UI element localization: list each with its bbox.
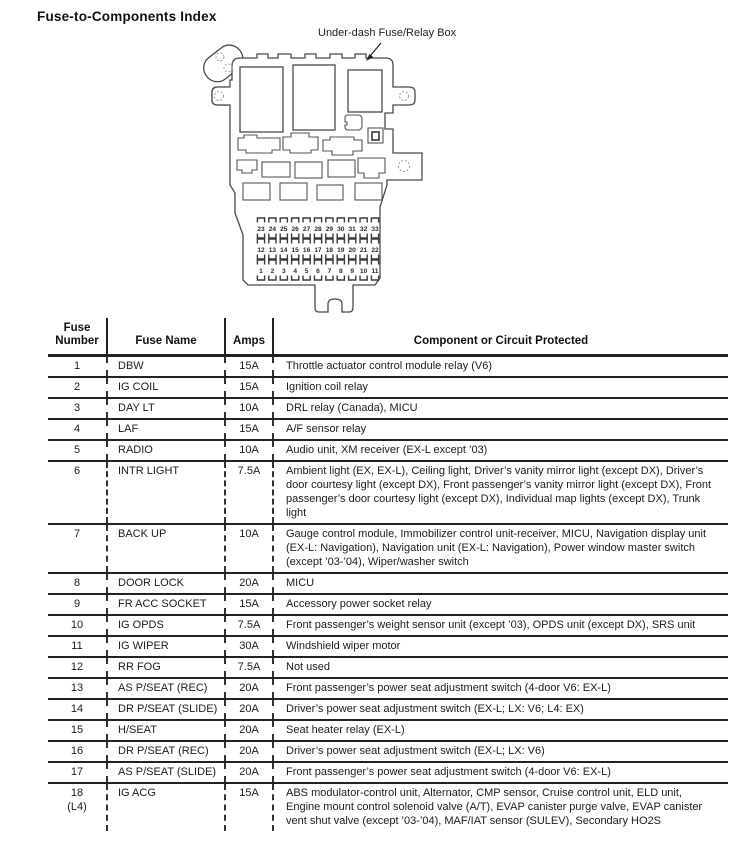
fuse-position-number: 2: [270, 268, 275, 275]
fuse-position-number: 28: [314, 226, 322, 233]
page-title: Fuse-to-Components Index: [37, 9, 217, 24]
fuse-number-cell: 18 (L4): [67, 787, 87, 813]
fuse-position-number: 32: [359, 226, 368, 233]
amps-cell: 20A: [225, 720, 273, 741]
fuse-number-cell: 13: [48, 678, 107, 699]
fuse-name-cell: DBW: [107, 356, 225, 378]
fuse-position-number: 26: [291, 226, 299, 233]
fuse-name-cell: RADIO: [107, 440, 225, 461]
fuse-row: [48, 741, 728, 762]
amps-cell: 20A: [225, 573, 273, 594]
amps-cell: 30A: [225, 636, 273, 657]
fuse-number-cell: 12: [48, 657, 107, 678]
fuse-name-cell: DAY LT: [107, 398, 225, 419]
fuse-number-cell: 2: [48, 377, 107, 398]
fuse-name-cell: IG WIPER: [107, 636, 225, 657]
fuse-number-cell: 1: [48, 356, 107, 378]
fuse-position-number: 31: [348, 226, 356, 233]
fuse-row: [48, 377, 728, 398]
fuse-position-number: 27: [302, 226, 311, 233]
component-cell: Seat heater relay (EX-L): [273, 720, 728, 741]
fuse-position-number: 10: [359, 268, 368, 275]
component-cell: Front passenger’s power seat adjustment switch (4-door V6: EX-L): [273, 762, 728, 783]
fuse-position-number: 23: [257, 226, 265, 233]
fuse-number-cell: 9: [48, 594, 107, 615]
component-cell: Throttle actuator control module relay (V6): [273, 356, 728, 378]
component-cell: Ignition coil relay: [273, 377, 728, 398]
amps-cell: 10A: [225, 440, 273, 461]
fuse-position-number: 13: [268, 247, 277, 254]
col-header-fuse-number: Fuse Number: [48, 318, 107, 356]
fuse-position-number: 29: [325, 226, 334, 233]
fuse-number-cell: 14: [48, 699, 107, 720]
component-cell: Windshield wiper motor: [273, 636, 728, 657]
fuse-row: [48, 419, 728, 440]
amps-cell: 15A: [225, 783, 273, 831]
fuse-row: [48, 636, 728, 657]
fuse-number-cell: 4: [48, 419, 107, 440]
fuse-position-number: 15: [291, 247, 299, 254]
component-cell: DRL relay (Canada), MICU: [273, 398, 728, 419]
fuse-position-number: 6: [316, 268, 320, 275]
amps-cell: 20A: [225, 762, 273, 783]
amps-cell: 7.5A: [225, 615, 273, 636]
fuse-row: [48, 594, 728, 615]
col-header-fuse-name: Fuse Name: [107, 318, 225, 356]
fuse-position-number: 19: [337, 247, 345, 254]
fuse-number-cell: 16: [48, 741, 107, 762]
fuse-position-number: 14: [280, 247, 288, 254]
amps-cell: 10A: [225, 524, 273, 573]
fuse-number-cell: 6: [48, 461, 107, 524]
fuse-position-number: 11: [371, 268, 379, 275]
fuse-number-cell: 10: [48, 615, 107, 636]
component-cell: Gauge control module, Immobilizer control unit-receiver, MICU, Navigation display unit (EX-L: Navigation), Navigation unit (EX-L: Navigation), Power window master switch (except ’03-’04), Wiper/washer switch: [273, 524, 728, 573]
fuse-name-cell: AS P/SEAT (REC): [107, 678, 225, 699]
fuse-position-number: 22: [371, 247, 379, 254]
fuse-position-number: 16: [302, 247, 311, 254]
col-header-amps: Amps: [225, 318, 273, 356]
fuse-name-cell: LAF: [107, 419, 225, 440]
fuse-name-cell: AS P/SEAT (SLIDE): [107, 762, 225, 783]
fuse-position-number: 24: [268, 226, 277, 233]
component-cell: Not used: [273, 657, 728, 678]
fuse-row: [48, 783, 728, 831]
fuse-name-cell: IG OPDS: [107, 615, 225, 636]
fuse-position-number: 30: [337, 226, 345, 233]
amps-cell: 15A: [225, 377, 273, 398]
fuse-name-cell: INTR LIGHT: [107, 461, 225, 524]
fuse-name-cell: IG ACG: [107, 783, 225, 831]
fuse-number-cell: 8: [48, 573, 107, 594]
fuse-position-number: 21: [359, 247, 368, 254]
fuse-row: [48, 720, 728, 741]
amps-cell: 20A: [225, 678, 273, 699]
fuse-position-number: 8: [338, 268, 343, 275]
fuse-row: [48, 440, 728, 461]
fuse-row: [48, 699, 728, 720]
component-cell: Accessory power socket relay: [273, 594, 728, 615]
amps-cell: 7.5A: [225, 657, 273, 678]
fuse-table-body: [48, 356, 728, 832]
fuse-position-number: 3: [281, 268, 286, 275]
fuse-box-diagram: [185, 35, 485, 320]
amps-cell: 20A: [225, 741, 273, 762]
component-cell: A/F sensor relay: [273, 419, 728, 440]
fuse-number-cell: 17: [48, 762, 107, 783]
fuse-row: [48, 461, 728, 524]
fuse-row: [48, 615, 728, 636]
amps-cell: 15A: [225, 356, 273, 378]
fuse-row: [48, 657, 728, 678]
component-cell: Ambient light (EX, EX-L), Ceiling light, Driver’s vanity mirror light (except DX), Driver’s door courtesy light (except DX), Front passenger’s vanity mirror light (except DX), Front passenger’s door courtesy light (except DX), Individual map lights (except DX), Trunk light: [273, 461, 728, 524]
fuse-row: [48, 573, 728, 594]
fuse-row: [48, 762, 728, 783]
fuse-name-cell: IG COIL: [107, 377, 225, 398]
fuse-number-cell: 3: [48, 398, 107, 419]
fuse-name-cell: FR ACC SOCKET: [107, 594, 225, 615]
diagram-callout-label: Under-dash Fuse/Relay Box: [318, 27, 457, 39]
fuse-position-number: 33: [371, 226, 379, 233]
amps-cell: 10A: [225, 398, 273, 419]
component-cell: Front passenger’s weight sensor unit (except ’03), OPDS unit (except DX), SRS unit: [273, 615, 728, 636]
fuse-name-cell: DR P/SEAT (REC): [107, 741, 225, 762]
component-cell: Front passenger’s power seat adjustment switch (4-door V6: EX-L): [273, 678, 728, 699]
component-cell: Audio unit, XM receiver (EX-L except ’03): [273, 440, 728, 461]
component-cell: Driver’s power seat adjustment switch (EX-L; LX: V6): [273, 741, 728, 762]
amps-cell: 15A: [225, 594, 273, 615]
fuse-name-cell: DR P/SEAT (SLIDE): [107, 699, 225, 720]
fuse-position-number: 20: [348, 247, 356, 254]
fuse-name-cell: BACK UP: [107, 524, 225, 573]
amps-cell: 7.5A: [225, 461, 273, 524]
amps-cell: 15A: [225, 419, 273, 440]
fuse-name-cell: DOOR LOCK: [107, 573, 225, 594]
fuse-position-number: 1: [259, 268, 263, 275]
fuse-position-number: 5: [304, 268, 309, 275]
component-cell: Driver’s power seat adjustment switch (EX-L; LX: V6; L4: EX): [273, 699, 728, 720]
fuse-row: [48, 678, 728, 699]
amps-cell: 20A: [225, 699, 273, 720]
fuse-position-number: 18: [325, 247, 334, 254]
fuse-table: [48, 318, 728, 831]
component-cell: ABS modulator-control unit, Alternator, CMP sensor, Cruise control unit, ELD unit, Engine mount control solenoid valve (A/T), EVAP canister purge valve, EVAP canister vent shut valve (except ’03-’04), MAF/IAT sensor (SULEV), Secondary HO2S: [273, 783, 728, 831]
fuse-position-number: 4: [293, 268, 298, 275]
fuse-number-cell: 7: [48, 524, 107, 573]
component-cell: MICU: [273, 573, 728, 594]
fuse-name-cell: H/SEAT: [107, 720, 225, 741]
fuse-name-cell: RR FOG: [107, 657, 225, 678]
fuse-position-number: 17: [314, 247, 322, 254]
fuse-position-number: 7: [327, 268, 332, 275]
fuse-number-cell: 11: [48, 636, 107, 657]
fuse-number-cell: 15: [48, 720, 107, 741]
fuse-position-number: 25: [280, 226, 288, 233]
fuse-position-number: 9: [350, 268, 355, 275]
table-header-row: [48, 318, 728, 356]
fuse-position-number: 12: [257, 247, 265, 254]
fuse-number-cell: 5: [48, 440, 107, 461]
fuse-row: [48, 524, 728, 573]
fuse-row: [48, 356, 728, 378]
fuse-row: [48, 398, 728, 419]
col-header-component: Component or Circuit Protected: [273, 318, 728, 356]
